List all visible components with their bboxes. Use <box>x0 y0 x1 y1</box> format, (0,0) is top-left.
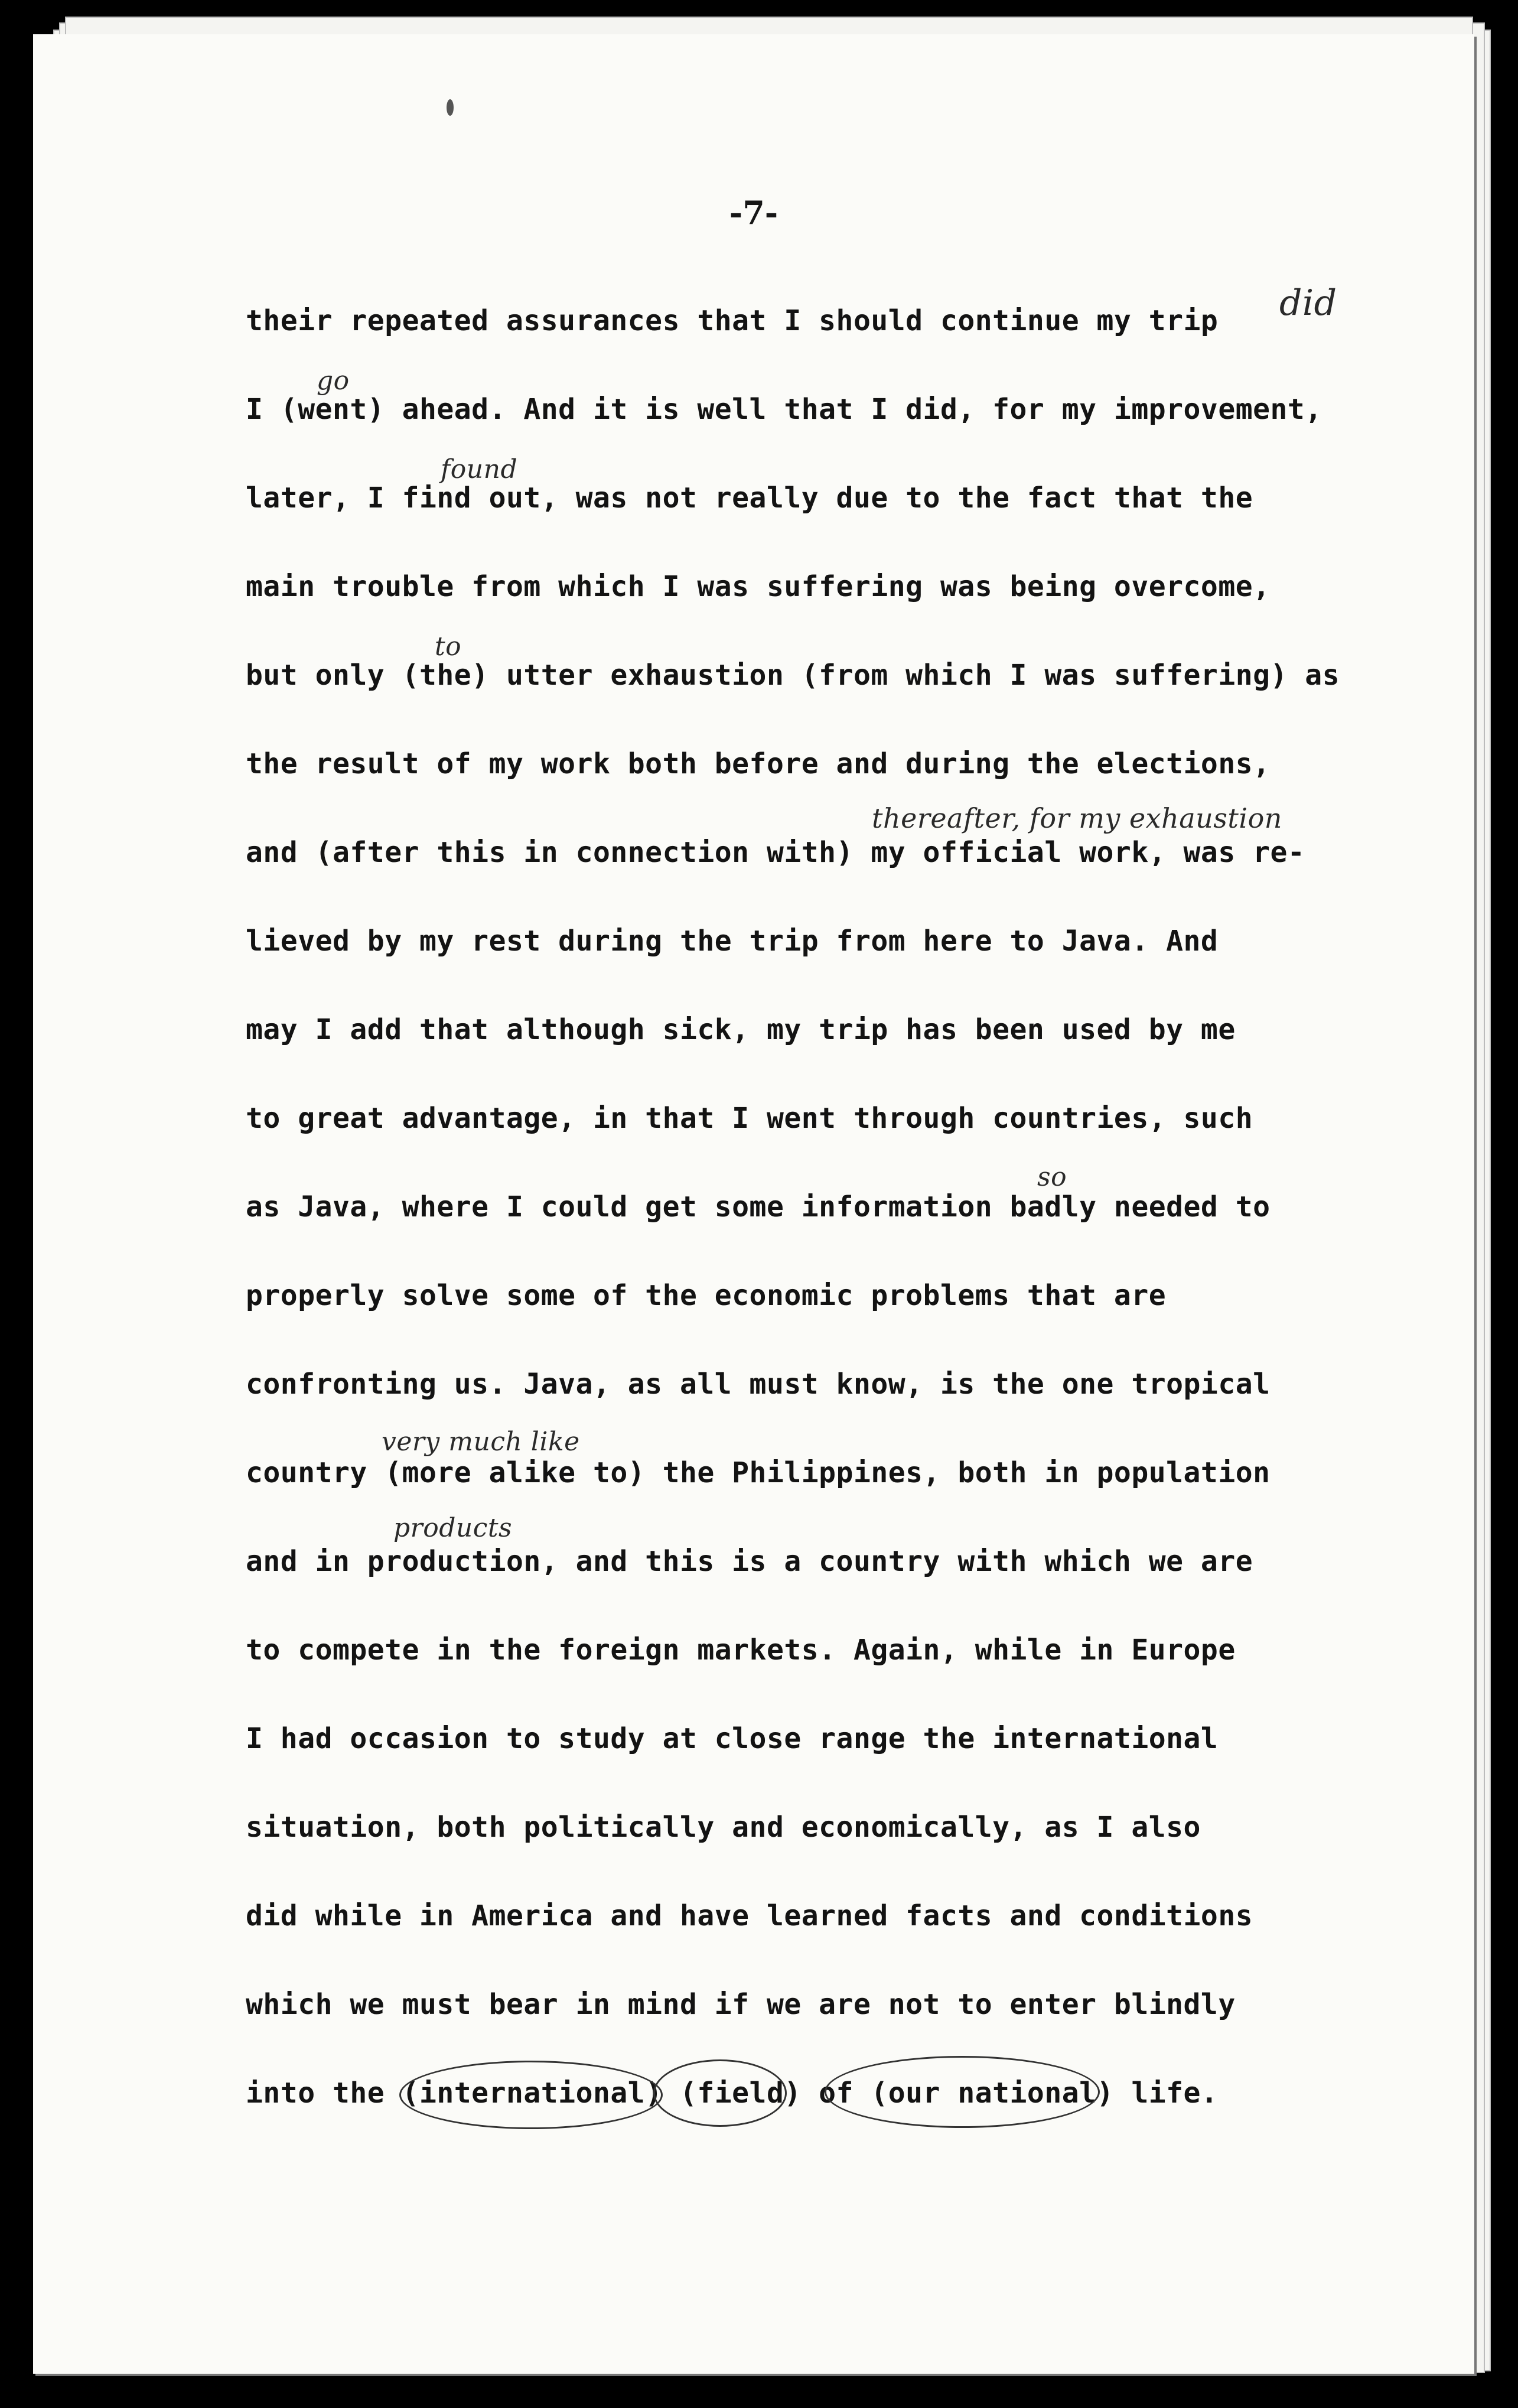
handwritten-circle <box>825 2056 1100 2128</box>
text-line: to great advantage, in that I went through countries, such <box>246 1102 1253 1135</box>
text-line: and in production, and this is a country with which we are products <box>246 1517 1427 1606</box>
handwritten-circle <box>653 2059 787 2127</box>
text-line: which we must bear in mind if we are not to enter blindly <box>246 1988 1236 2021</box>
text-line: country (more alike to) the Philippines, both in population very much like <box>246 1428 1427 1517</box>
text-line: but only (the) utter exhaustion (from which I was suffering) as to <box>246 631 1427 720</box>
text-line: the result of my work both before and during the elections, <box>246 747 1271 780</box>
body-text <box>246 276 1427 2137</box>
text-line: their repeated assurances that I should continue my trip did <box>246 276 1427 365</box>
text-line: and (after this in connection with) my official work, was re- thereafter, for my exhaustion <box>246 808 1427 897</box>
text-line: as Java, where I could get some information badly needed to so <box>246 1163 1427 1251</box>
handwritten-annotation: very much like <box>382 1427 580 1457</box>
handwritten-annotation: so <box>1037 1162 1067 1192</box>
text-line: lieved by my rest during the trip from here to Java. And <box>246 925 1219 958</box>
text-line: properly solve some of the economic problems that are <box>246 1279 1167 1312</box>
handwritten-annotation: did <box>1279 282 1337 324</box>
text-line: I had occasion to study at close range the international <box>246 1722 1219 1755</box>
handwritten-annotation: go <box>317 366 350 396</box>
handwritten-annotation: to <box>435 632 462 662</box>
text-line: to compete in the foreign markets. Again, while in Europe <box>246 1633 1236 1667</box>
text-line: situation, both politically and economically, as I also <box>246 1811 1201 1844</box>
text-line: may I add that although sick, my trip has been used by me <box>246 1013 1236 1046</box>
handwritten-circle <box>399 2061 663 2129</box>
handwritten-annotation: found <box>441 454 518 484</box>
text-line: I (went) ahead. And it is well that I did, for my improvement, go <box>246 365 1427 454</box>
text-line: main trouble from which I was suffering was being overcome, <box>246 570 1271 603</box>
text-line: later, I find out, was not really due to the fact that the found <box>246 454 1427 542</box>
stray-ink-mark <box>447 99 454 116</box>
handwritten-annotation: products <box>393 1513 513 1543</box>
handwritten-annotation: thereafter, for my exhaustion <box>872 802 1282 834</box>
text-line: into the (international) (field) of (our national) life. <box>246 2049 1427 2137</box>
page-number: -7- <box>729 194 778 232</box>
document-page <box>33 34 1474 2374</box>
text-line: did while in America and have learned facts and conditions <box>246 1899 1253 1932</box>
text-line: confronting us. Java, as all must know, is the one tropical <box>246 1368 1271 1401</box>
